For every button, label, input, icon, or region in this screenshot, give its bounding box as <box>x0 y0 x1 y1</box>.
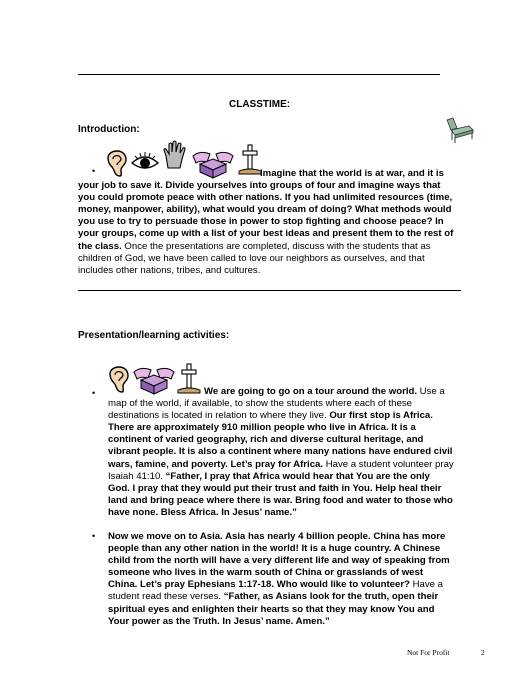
footer-label: Not For Profit <box>407 648 450 657</box>
activity-1-part5: “Father, I pray that Africa would hear that You are the only God. I pray that they would put their trust and faith in You. Help heal their land and bring peace where there is war. Bring food and water to those who have none. Bless Africa. In Jesus’ name.” <box>108 470 453 518</box>
intro-bullet: • <box>92 166 96 176</box>
activity-2-paragraph <box>108 531 454 628</box>
activity-2-part2: Have a student read these verses. <box>108 579 443 603</box>
activities-heading: Presentation/learning activities: <box>78 330 230 341</box>
middle-divider <box>78 290 461 291</box>
activity-1-part4: Have a student volunteer pray Isaiah 41:10. <box>108 458 454 482</box>
activity-1-paragraph <box>108 386 454 519</box>
activity-1-part3: Our first stop is Africa. There are approximately 910 million people who live in Africa. It is a continent of varied geography, rich and diverse cultural heritage, and vibrant people. It is also a continent where many nations have endured civil wars, famine, and poverty. Let’s pray for Africa. <box>108 410 453 470</box>
intro-normal-text: Once the presentations are completed, discuss with the students that as children of God, we have been called to love our neighbors as ourselves, and that includes other nations, tribes, and cultures. <box>78 240 431 276</box>
activity-2-bullet: • <box>92 531 96 541</box>
activity-2-part3: “Father, as Asians look for the truth, open their spiritual eyes and enlighten their hearts so that they may know You and Your power as the Truth. In Jesus’ name. Amen.” <box>108 591 439 627</box>
intro-bold-text: Imagine that the world is at war, and it is your job to save it. Divide yourselves into groups of four and imagine ways that you could promote peace with other nations. If you had unlimited resources (time, money, manpower, ability), what would you dream of doing? What methods would you use to try to persuade those in power to stop fighting and choose peace? In your groups, come up with a list of your best ideas and present them to the rest of the class. <box>78 168 454 252</box>
activity-1-part1: We are going to go on a tour around the world. <box>204 386 418 397</box>
hand-icon <box>162 140 188 170</box>
introduction-paragraph <box>78 168 454 277</box>
chair-icon <box>443 116 475 144</box>
introduction-heading: Introduction: <box>78 124 140 135</box>
activity-2-part1: Now we move on to Asia. Asia has nearly 4 billion people. China has more people than any other nation in the world! It is a huge country. A Chinese child from the north will have a very different life and way of speaking from someone who lives in the warm south of China or grasslands of west China. Let’s pray Ephesians 1:17-18. Who would like to volunteer? <box>108 531 450 591</box>
classtime-title: CLASSTIME: <box>229 99 291 110</box>
top-divider <box>78 74 440 75</box>
activity-1-bullet: • <box>92 388 96 398</box>
page-number: 2 <box>481 648 485 657</box>
activity-1-part2: Use a map of the world, if available, to show the students where each of these destinations is located in relation to where they live. <box>108 386 445 422</box>
